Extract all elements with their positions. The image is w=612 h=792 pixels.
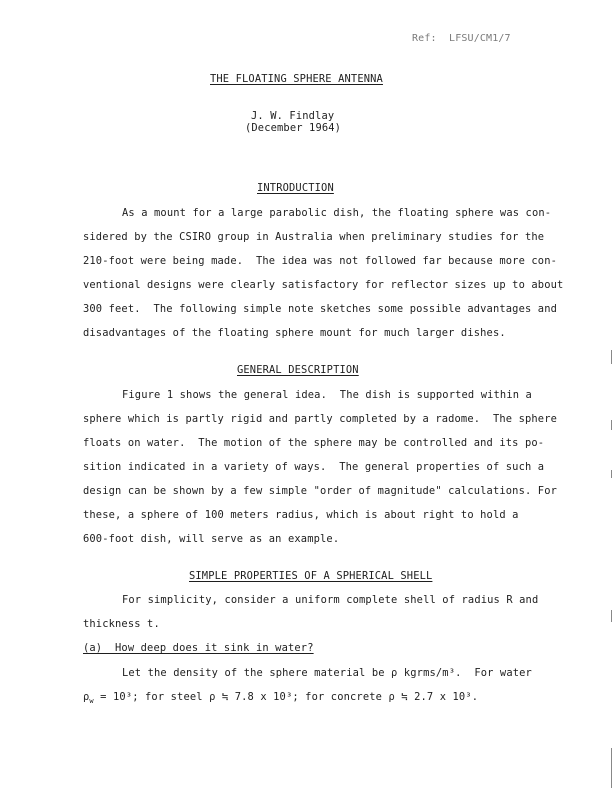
paragraph-line: 600-foot dish, will serve as an example. — [83, 533, 340, 545]
author-name: J. W. Findlay — [251, 110, 335, 122]
paragraph-line: Figure 1 shows the general idea. The dish is supported within a — [122, 389, 532, 401]
paragraph-line: sition indicated in a variety of ways. The general properties of such a — [83, 461, 545, 473]
paragraph-line: floats on water. The motion of the sphere may be controlled and its po- — [83, 437, 545, 449]
heading-general-description: GENERAL DESCRIPTION — [237, 364, 359, 376]
heading-simple-properties: SIMPLE PROPERTIES OF A SPHERICAL SHELL — [189, 570, 433, 582]
water-subscript: w — [89, 697, 94, 705]
reference-number: Ref: LFSU/CM1/7 — [412, 33, 511, 44]
paragraph-line: 300 feet. The following simple note sketches some possible advantages and — [83, 303, 558, 315]
density-values-text: = 10³; for steel ρ ≒ 7.8 x 10³; for concrete ρ ≒ 2.7 x 10³. — [93, 691, 479, 703]
rho-symbol: ρ — [83, 691, 90, 703]
paragraph-line: thickness t. — [83, 618, 160, 630]
subheading-question-a: (a) How deep does it sink in water? — [83, 642, 314, 654]
density-line: Let the density of the sphere material be ρ kgrms/m³. For water — [122, 667, 532, 679]
document-title: THE FLOATING SPHERE ANTENNA — [210, 73, 383, 85]
paragraph-line: design can be shown by a few simple "order of magnitude" calculations. For — [83, 485, 558, 497]
paragraph-line: As a mount for a large parabolic dish, the floating sphere was con- — [122, 207, 552, 219]
paragraph-line: disadvantages of the floating sphere mount for much larger dishes. — [83, 327, 506, 339]
paragraph-line: sphere which is partly rigid and partly completed by a radome. The sphere — [83, 413, 558, 425]
density-values-line — [83, 691, 478, 704]
paragraph-line: these, a sphere of 100 meters radius, which is about right to hold a — [83, 509, 519, 521]
document-date: (December 1964) — [245, 122, 342, 134]
paragraph-line: ventional designs were clearly satisfactory for reflector sizes up to about — [83, 279, 564, 291]
paragraph-line: For simplicity, consider a uniform complete shell of radius R and — [122, 594, 539, 606]
paragraph-line: sidered by the CSIRO group in Australia when preliminary studies for the — [83, 231, 545, 243]
paragraph-line: 210-foot were being made. The idea was not followed far because more con- — [83, 255, 558, 267]
heading-introduction: INTRODUCTION — [257, 182, 334, 194]
